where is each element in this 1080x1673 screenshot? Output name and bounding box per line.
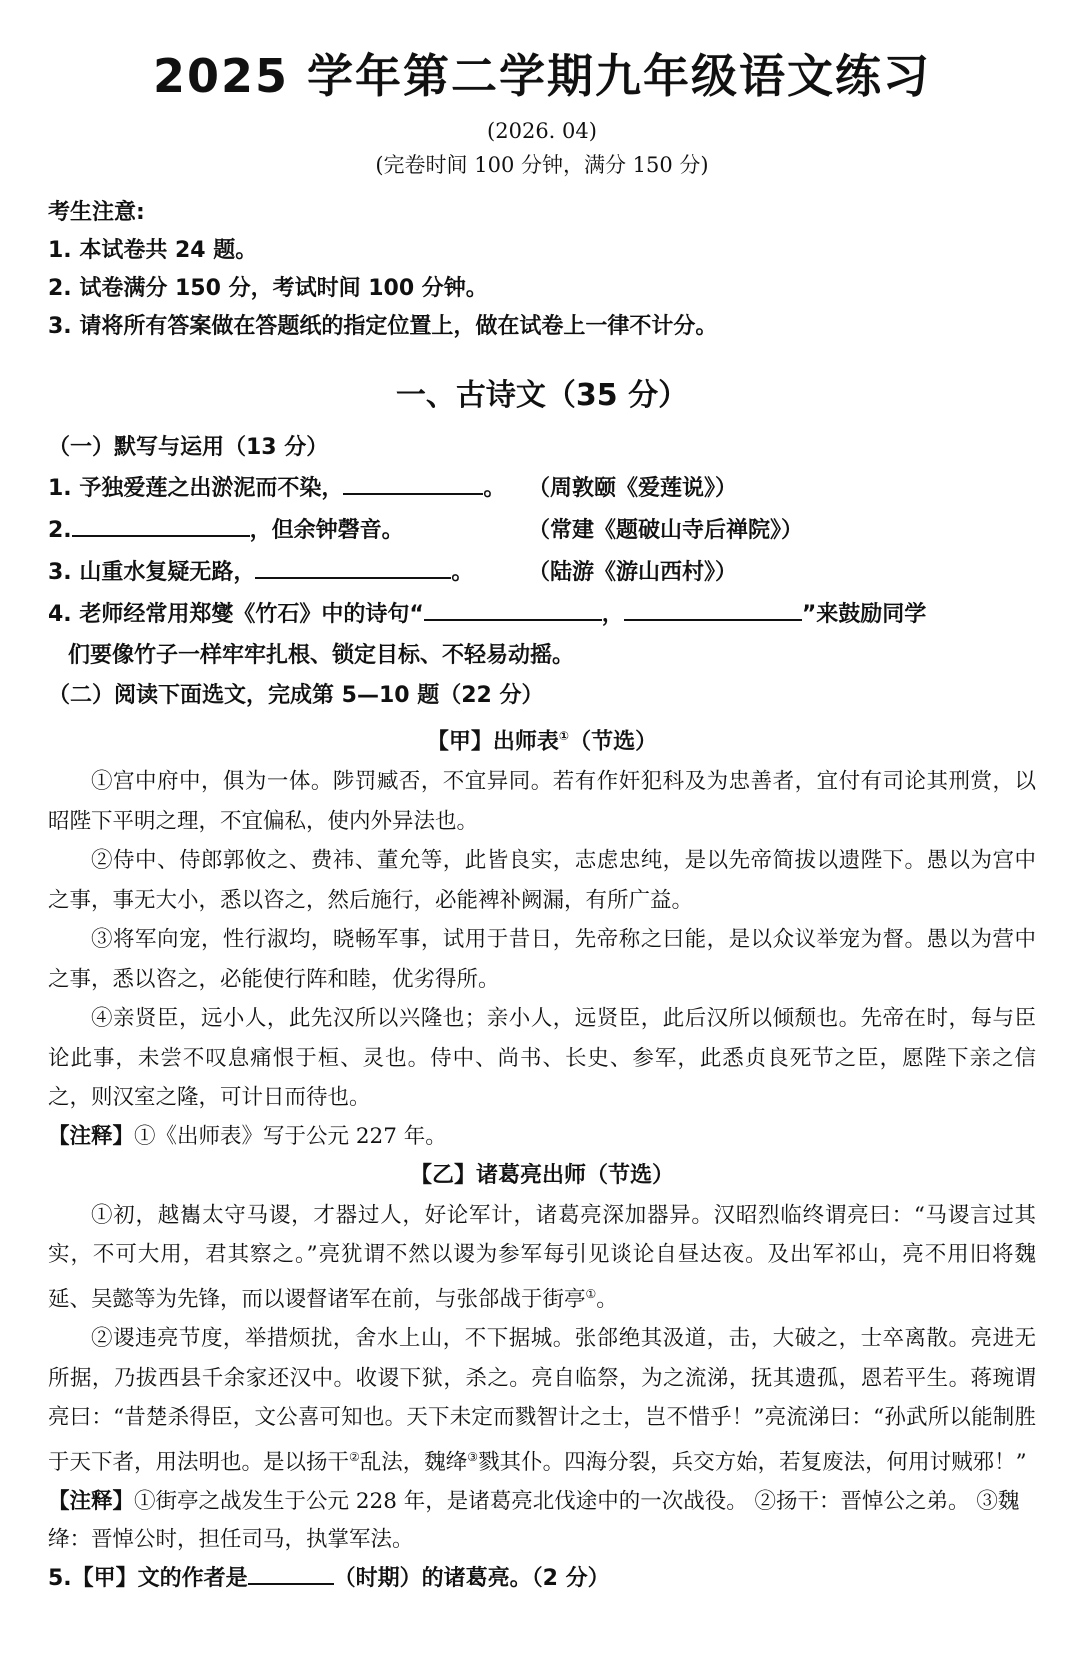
q4-blank-2[interactable] [624,595,802,621]
note-item-2: 2. 试卷满分 150 分，考试时间 100 分钟。 [48,276,488,301]
q5-text: 5.【甲】文的作者是 [48,1565,248,1591]
note-item-3: 3. 请将所有答案做在答题纸的指定位置上，做在试卷上一律不计分。 [48,314,718,339]
q1-blank[interactable] [343,469,483,495]
q3-blank[interactable] [255,553,451,579]
part1-title: （一）默写与运用（13 分） [48,435,329,460]
yi-annotation-tag: 【注释】 [48,1488,135,1514]
part2-title: （二）阅读下面选文，完成第 5—10 题（22 分） [48,683,544,708]
yi-annotation [48,1483,1036,1559]
yi-paragraph-2 [48,1319,1036,1482]
note-item-1: 1. 本试卷共 24 题。 [48,238,258,263]
q3-end: 。 [451,560,474,585]
question-5 [48,1559,1036,1599]
question-2 [48,510,1036,552]
yi-p2-text-a: ②谡违亮节度，举措烦扰，舍水上山，不下据城。张郃绝其汲道，击，大破之，士卒离散。亮进无所据，乃拔西县千余家还汉中。收谡下狱，杀之。亮自临祭，为之流涕，抚其遗孤，恩若平生。蒋琬谓亮曰：“昔楚杀得臣，文公喜可知也。天下未定而戮智计之士，岂不惜乎！”亮流涕曰：“孙武所以能制胜于天下者，用法明也。是以扬干 [48,1326,1036,1476]
yi-p2-sup-1: ② [349,1449,360,1464]
jia-paragraph-2: ②侍中、侍郎郭攸之、费祎、董允等，此皆良实，志虑忠纯，是以先帝简拔以遗陛下。愚以为宫中之事，事无大小，悉以咨之，然后施行，必能裨补阙漏，有所广益。 [48,848,1036,913]
jia-annotation-text: ①《出师表》写于公元 227 年。 [134,1123,447,1149]
q3-text: 3. 山重水复疑无路， [48,560,256,585]
q1-source: （周敦颐《爱莲说》） [528,476,738,501]
question-3 [48,552,1036,594]
passage-jia-title [48,716,1036,762]
yi-paragraph-1 [48,1196,1036,1320]
exam-info: (完卷时间 100 分钟，满分 150 分) [375,153,709,177]
q4-blank-1[interactable] [424,595,602,621]
jia-paragraph-1: ①宫中府中，俱为一体。陟罚臧否，不宜异同。若有作奸犯科及为忠善者，宜付有司论其刑赏，以昭陛下平明之理，不宜偏私，使内外异法也。 [48,769,1036,834]
q1-text: 1. 予独爱莲之出淤泥而不染， [48,476,344,501]
q5-blank[interactable] [248,1559,334,1585]
section-title: 一、古诗文（35 分） [395,378,689,413]
q4-continuation: 们要像竹子一样牢牢扎根、锁定目标、不轻易动摇。 [68,643,575,668]
jia-annotation-tag: 【注释】 [48,1123,135,1149]
jia-paragraph-3: ③将军向宠，性行淑均，晓畅军事，试用于昔日，先帝称之曰能，是以众议举宠为督。愚以为营中之事，悉以咨之，必能使行阵和睦，优劣得所。 [48,927,1036,992]
exam-title: 2025 学年第二学期九年级语文练习 [152,49,932,103]
q1-end: 。 [483,476,506,501]
yi-p1-sup: ① [585,1286,597,1301]
yi-p2-sup-2: ③ [467,1449,479,1464]
jia-paragraph-4: ④亲贤臣，远小人，此先汉所以兴隆也；亲小人，远贤臣，此后汉所以倾颓也。先帝在时，每与臣论此事，未尝不叹息痛恨于桓、灵也。侍中、尚书、长史、参军，此悉贞良死节之臣，愿陛下亲之信之，则汉室之隆，可计日而待也。 [48,1006,1036,1111]
yi-annotation-text: ①街亭之战发生于公元 228 年，是诸葛亮北伐途中的一次战役。 ②扬干：晋悼公之弟。 ③魏绛：晋悼公时，担任司马，执掌军法。 [48,1488,1020,1552]
yi-p2-text-c: 戮其仆。四海分裂，兵交方始，若复废法，何用讨贼邪！” [478,1450,1027,1476]
q4-text: 4. 老师经常用郑燮《竹石》中的诗句“ [48,602,424,627]
notes-label: 考生注意: [48,200,145,225]
q2-text: 2. [48,518,72,543]
q3-source: （陆游《游山西村》） [528,560,738,585]
yi-p1-text: ①初，越巂太守马谡，才器过人，好论军计，诸葛亮深加器异。汉昭烈临终谓亮曰：“马谡言过其实，不可大用，君其察之。”亮犹谓不然以谡为参军每引见谈论自昼达夜。及出军祁山，亮不用旧将魏延、吴懿等为先锋，而以谡督诸军在前，与张郃战于街亭 [48,1202,1036,1312]
q5-end: （时期）的诸葛亮。（2 分） [333,1565,610,1591]
jia-title-sup: ① [558,729,570,743]
passage-yi-title: 【乙】诸葛亮出师（节选） [409,1162,674,1188]
q2-end: ，但余钟磬音。 [249,518,404,543]
jia-title-text: 【甲】出师表 [426,729,559,755]
yi-p1-end: 。 [596,1286,618,1312]
jia-annotation [48,1118,1036,1156]
jia-title-suffix: （节选） [569,729,658,755]
q4-mid: ， [601,602,624,627]
yi-p2-text-b: 乱法，魏绛 [359,1450,468,1476]
question-1 [48,468,1036,510]
q2-source: （常建《题破山寺后禅院》） [528,518,804,543]
exam-date: (2026. 04) [487,119,597,143]
q2-blank[interactable] [72,511,250,537]
question-4 [48,594,1036,636]
q4-end: ”来鼓励同学 [801,602,927,627]
